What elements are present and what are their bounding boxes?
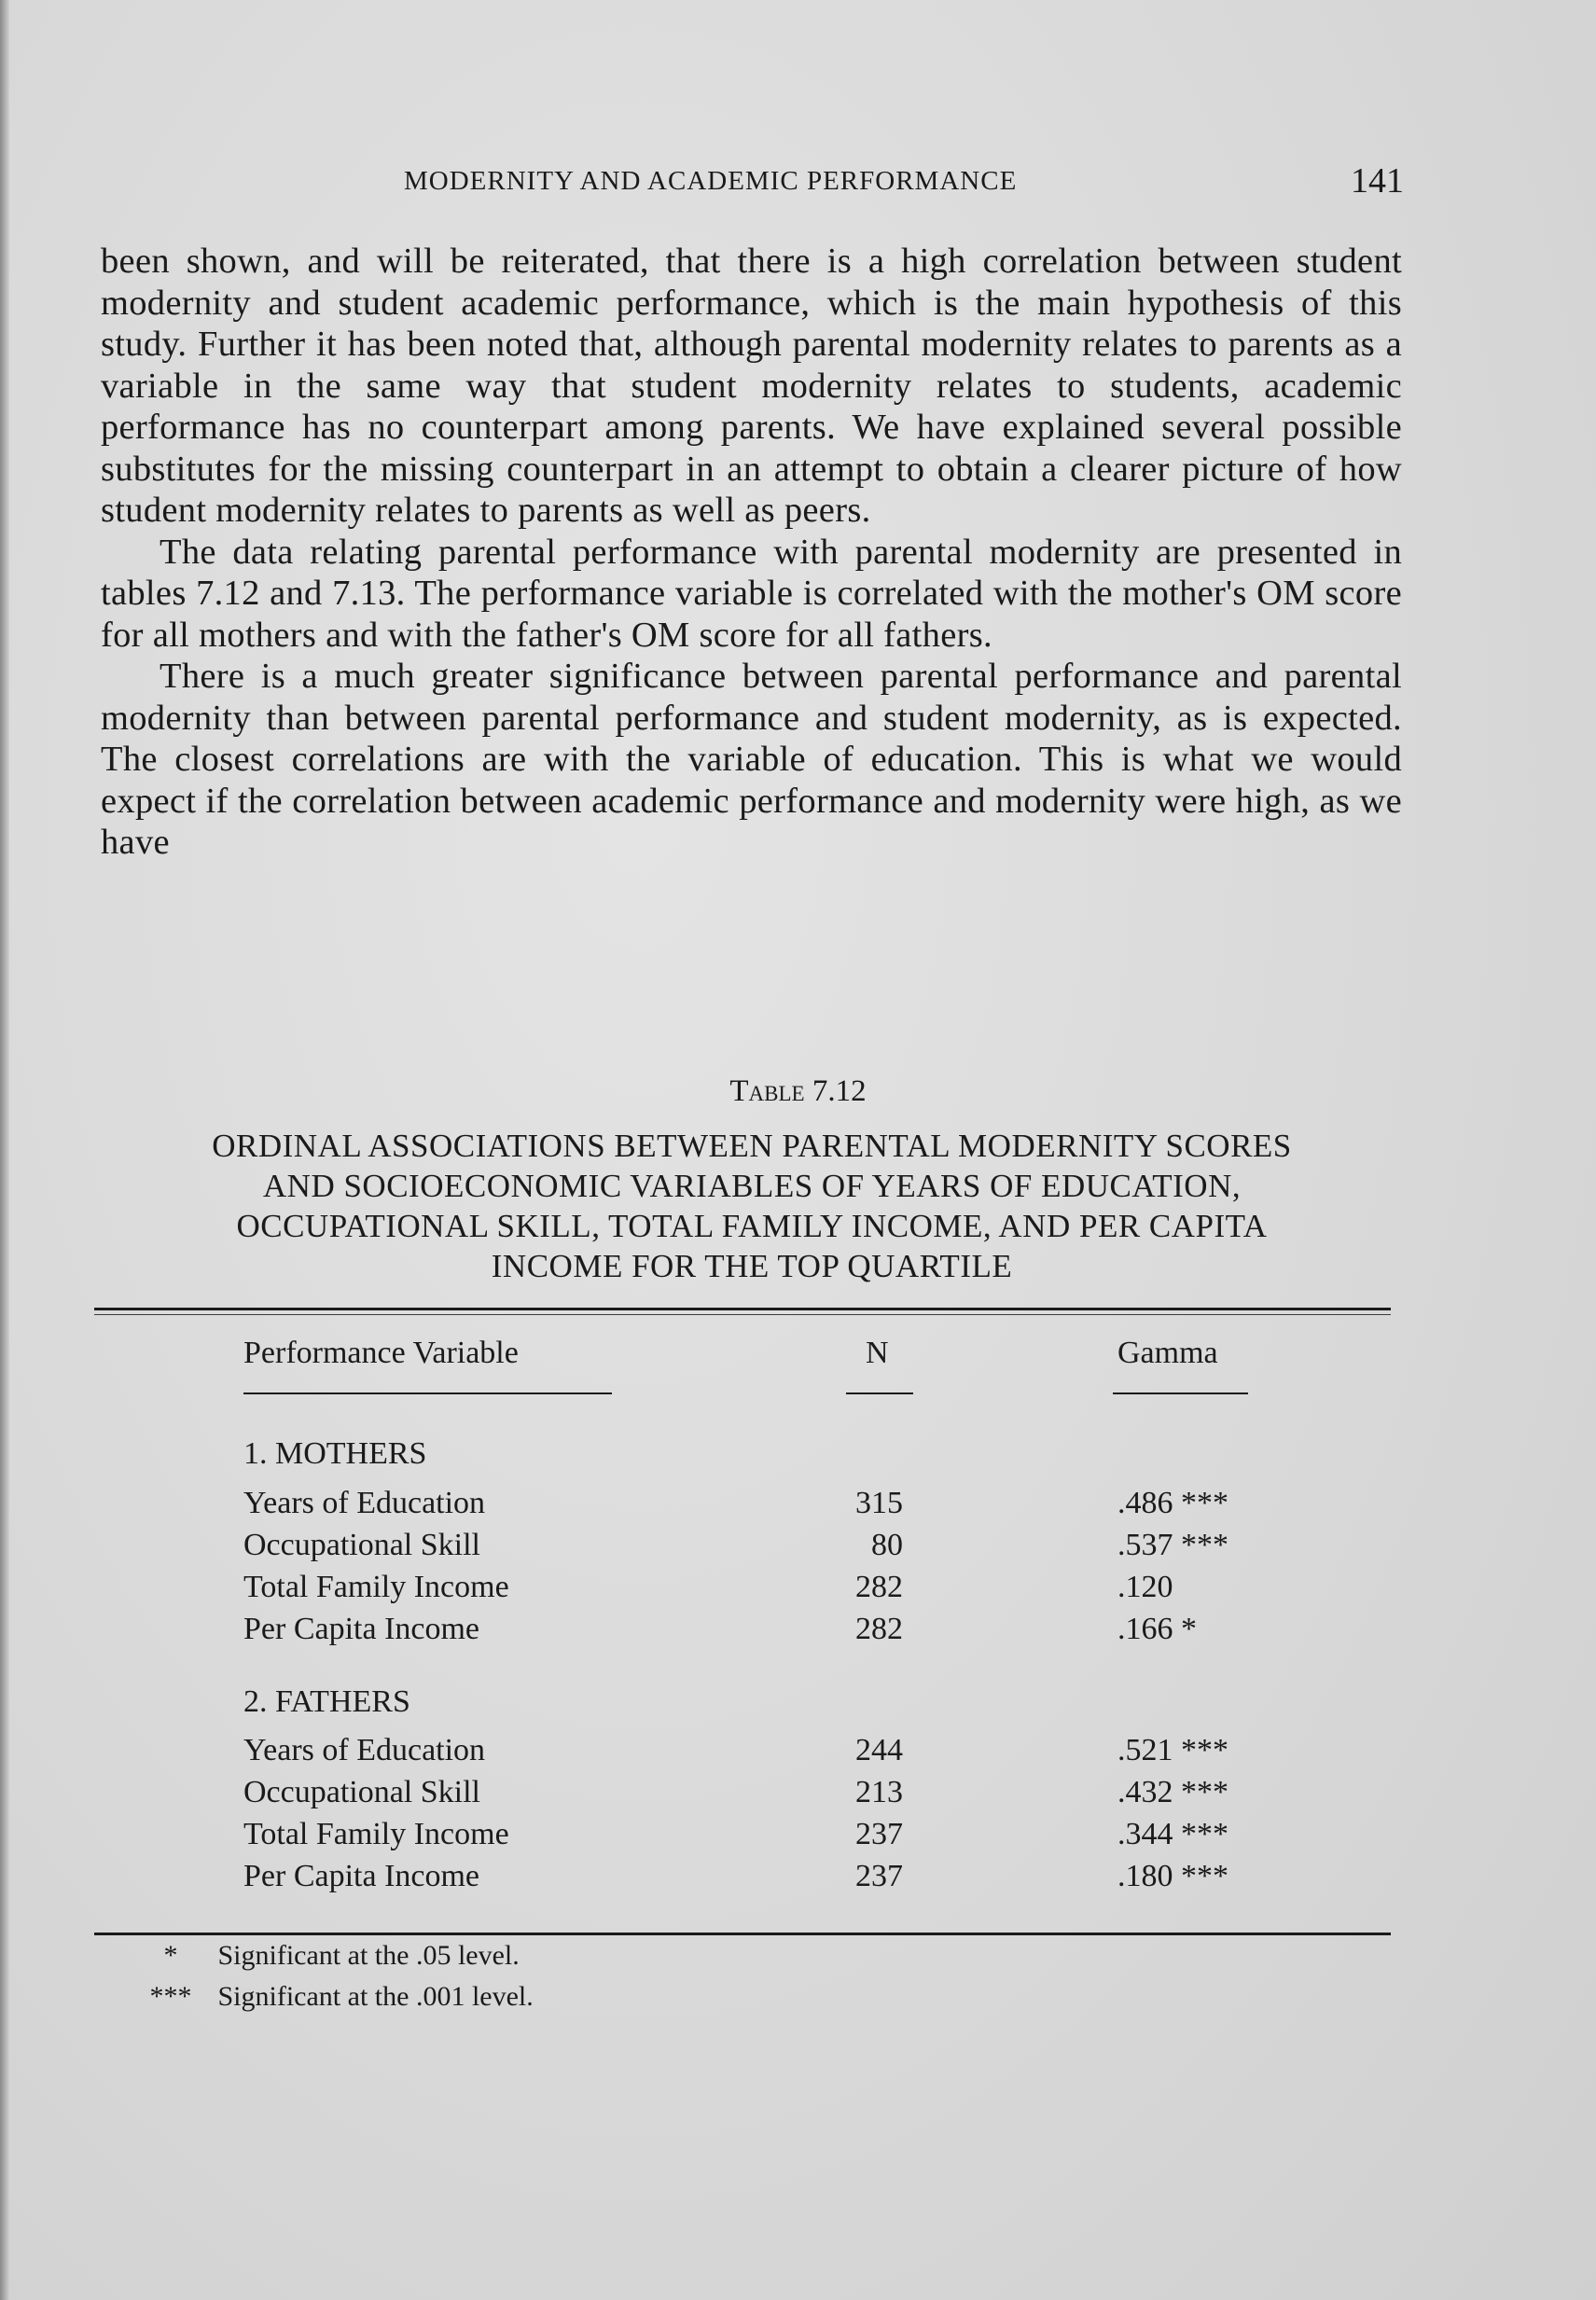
row-n: 315 [855, 1486, 903, 1520]
column-header-gamma: Gamma [1117, 1336, 1218, 1370]
footnote-mark: * [163, 1940, 178, 1971]
table-title-line: OCCUPATIONAL SKILL, TOTAL FAMILY INCOME, AND PER CAPITA [236, 1208, 1268, 1244]
table-bottom-rule [94, 1933, 1391, 1935]
running-head: MODERNITY AND ACADEMIC PERFORMANCE [404, 166, 1018, 196]
row-variable: Years of Education [243, 1486, 486, 1520]
table-title-line: AND SOCIOECONOMIC VARIABLES OF YEARS OF EDUCATION, [262, 1168, 1242, 1204]
table-label-word: Table [729, 1074, 805, 1108]
table-label-number: 7.12 [812, 1074, 867, 1108]
table-row [0, 1733, 1596, 1774]
row-gamma: .166 * [1117, 1612, 1197, 1646]
page-number: 141 [1351, 161, 1404, 201]
footnote [131, 1981, 534, 2013]
table-label [0, 1074, 1596, 1109]
column-header-n: N [866, 1336, 889, 1370]
row-gamma: .432 *** [1117, 1775, 1228, 1809]
table-top-rule [94, 1308, 1391, 1310]
footnote-text: Significant at the .001 level. [217, 1981, 534, 2012]
table-row [0, 1859, 1596, 1900]
row-gamma: .344 *** [1117, 1817, 1228, 1851]
section-heading-mothers: 1. MOTHERS [243, 1436, 427, 1471]
row-n: 237 [855, 1859, 903, 1893]
row-gamma: .521 *** [1117, 1733, 1228, 1767]
table-row [0, 1570, 1596, 1611]
row-gamma: .486 *** [1117, 1486, 1228, 1520]
row-variable: Total Family Income [243, 1817, 509, 1851]
paragraph-2: The data relating parental performance with parental modernity are presented in tables 7.12 and 7.13. The performance variable is correlated with the mother's OM score for all mothers and with the father's OM score for all fathers. [101, 532, 1402, 655]
row-variable: Years of Education [243, 1733, 486, 1767]
table-title-line: ORDINAL ASSOCIATIONS BETWEEN PARENTAL MODERNITY SCORES [212, 1128, 1292, 1164]
row-variable: Per Capita Income [243, 1859, 480, 1893]
row-n: 237 [855, 1817, 903, 1851]
column-underline-n [846, 1392, 913, 1394]
row-variable: Per Capita Income [243, 1612, 480, 1646]
footnote [131, 1940, 520, 1972]
row-n: 244 [855, 1733, 903, 1767]
paragraph-3: There is a much greater significance between parental performance and parental modernity than between parental performance and student modernity, as is expected. The closest correlations are with the variable of education. This is what we would expect if the correlation between academic performance and modernity were high, as we have [101, 657, 1402, 862]
table-row [0, 1528, 1596, 1569]
row-variable: Occupational Skill [243, 1775, 481, 1809]
footnote-text: Significant at the .05 level. [217, 1940, 520, 1971]
column-header-variable: Performance Variable [243, 1336, 519, 1370]
row-variable: Occupational Skill [243, 1528, 481, 1562]
row-gamma: .537 *** [1117, 1528, 1228, 1562]
row-n: 213 [855, 1775, 903, 1809]
body-text [101, 241, 1402, 864]
row-n: 80 [871, 1528, 903, 1562]
row-variable: Total Family Income [243, 1570, 509, 1604]
section-heading-fathers: 2. FATHERS [243, 1684, 410, 1719]
paragraph-1: been shown, and will be reiterated, that there is a high correlation between student modernity and student academic performance, which is the main hypothesis of this study. Further it has been noted that, although parental modernity relates to parents as a variable in the same way that student modernity relates to students, academic performance has no counterpart among parents. We have explained several possible substitutes for the missing counterpart in an attempt to obtain a clearer picture of how student modernity relates to parents as well as peers. [101, 242, 1402, 530]
table-row [0, 1612, 1596, 1653]
row-gamma: .120 [1117, 1570, 1173, 1604]
row-n: 282 [855, 1570, 903, 1604]
table-row [0, 1775, 1596, 1816]
row-gamma: .180 *** [1117, 1859, 1228, 1893]
table-row [0, 1486, 1596, 1527]
table-title-line: INCOME FOR THE TOP QUARTILE [491, 1248, 1013, 1284]
table-top-rule-thin [94, 1314, 1391, 1315]
table-row [0, 1817, 1596, 1858]
footnote-mark: *** [149, 1981, 192, 2012]
column-underline-gamma [1113, 1392, 1248, 1394]
row-n: 282 [855, 1612, 903, 1646]
column-underline-variable [243, 1392, 612, 1394]
table-title [84, 1126, 1420, 1286]
